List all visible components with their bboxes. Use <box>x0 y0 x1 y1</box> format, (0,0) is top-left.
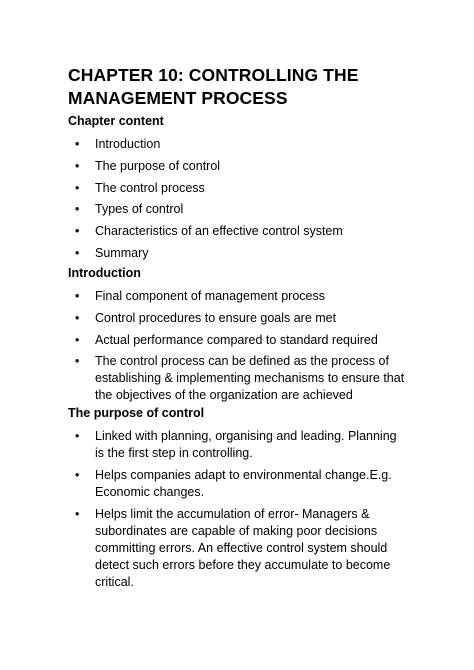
bullet-icon: • <box>75 137 80 151</box>
page-title: CHAPTER 10: CONTROLLING THE MANAGEMENT PROCESS <box>68 65 359 108</box>
list-item: • The control process <box>75 180 205 195</box>
bullet-icon: • <box>75 202 80 217</box>
list-item: • Actual performance compared to standard required <box>75 332 378 347</box>
list-item: • Helps companies adapt to environmental change.E.g. Economic changes. <box>75 467 392 499</box>
bullet-icon: • <box>75 506 80 521</box>
purpose-of-control-list <box>0 428 405 595</box>
section-heading-purpose-of-control: The purpose of control <box>68 406 205 420</box>
list-item: • Control procedures to ensure goals are met <box>75 310 337 325</box>
list-item: • The purpose of control <box>75 158 221 173</box>
list-item: • Final component of management process <box>75 289 325 303</box>
bullet-icon: • <box>75 289 80 303</box>
list-item: • Helps limit the accumulation of error- Managers & subordinates are capable of making poor decisions committing errors. An effective control system should detect such errors before they accumulate to become critical. <box>75 506 391 589</box>
bullet-icon: • <box>75 180 80 195</box>
bullet-icon: • <box>75 310 80 325</box>
bullet-icon: • <box>75 332 80 347</box>
bullet-icon: • <box>75 245 80 260</box>
bullet-icon: • <box>75 224 80 239</box>
list-item: • Linked with planning, organising and leading. Planning is the first step in controlling. <box>75 429 397 460</box>
section-heading-introduction: Introduction <box>68 266 141 280</box>
bullet-icon: • <box>75 158 80 173</box>
list-item: • The control process can be defined as the process of establishing & implementing mechanisms to ensure that the objectives of the organization are achieved <box>75 354 405 403</box>
bullet-icon: • <box>75 467 80 482</box>
chapter-content-list <box>0 136 405 267</box>
introduction-list <box>0 288 405 409</box>
list-item: • Summary <box>75 245 149 260</box>
list-item: • Introduction <box>75 137 161 151</box>
section-heading-chapter-content: Chapter content <box>68 114 164 128</box>
list-item: • Characteristics of an effective control system <box>75 224 343 239</box>
bullet-icon: • <box>75 354 80 369</box>
list-item: • Types of control <box>75 202 184 217</box>
bullet-icon: • <box>75 429 80 443</box>
